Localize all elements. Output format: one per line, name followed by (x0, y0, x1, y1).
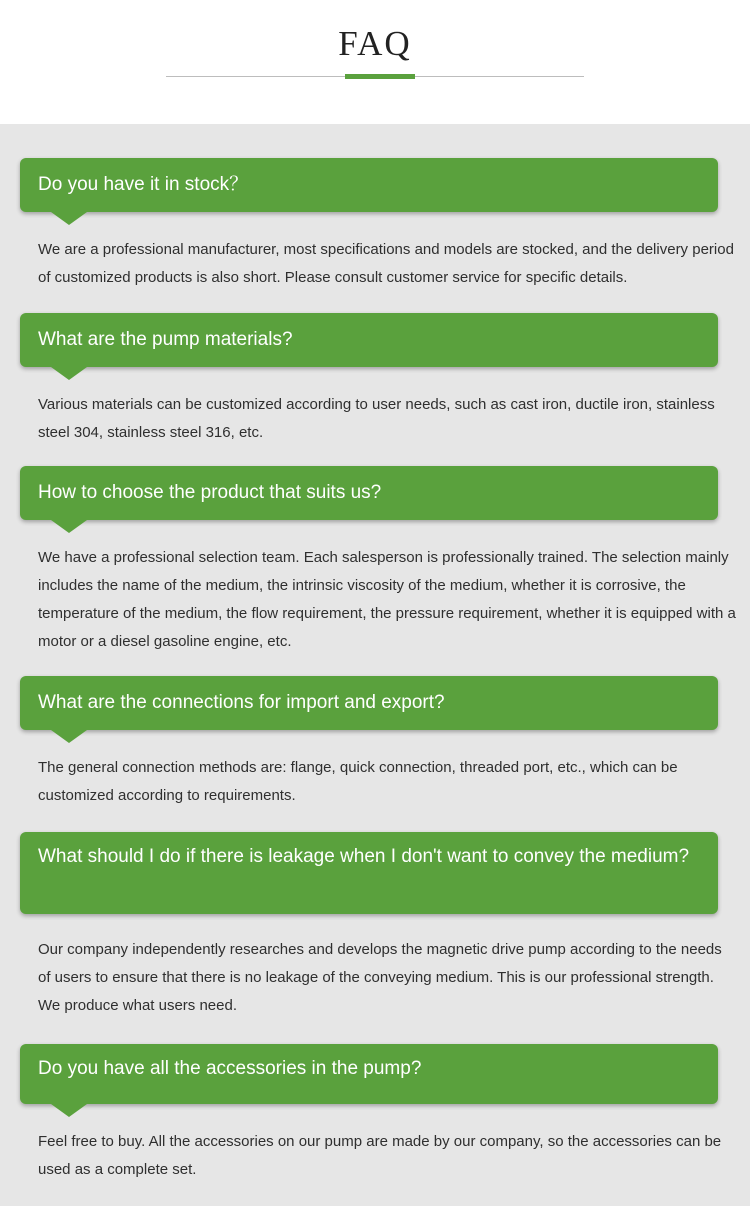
faq-question (20, 1044, 718, 1104)
title-accent-bar (345, 74, 415, 79)
faq-question-text: What are the pump materials? (38, 329, 293, 350)
question-pointer (51, 367, 87, 380)
faq-answer: The general connection methods are: flange, quick connection, threaded port, etc., which can be customized according to requirements. (38, 759, 678, 804)
faq-answer: We have a professional selection team. Each salesperson is professionally trained. The selection mainly includes the name of the medium, the intrinsic viscosity of the medium, whether it is corrosive, the temperature of the medium, the flow requirement, the pressure requirement, whether it is equipped with a motor or a diesel gasoline engine, etc. (38, 549, 736, 650)
faq-question-text: Do you have it in stock？ (38, 174, 249, 195)
question-pointer (51, 730, 87, 743)
faq-answer: Various materials can be customized according to user needs, such as cast iron, ductile iron, stainless steel 304, stainless steel 316, etc. (38, 396, 715, 441)
question-pointer (51, 520, 87, 533)
page-title: FAQ (338, 24, 412, 63)
faq-question (20, 676, 718, 730)
faq-question (20, 313, 718, 367)
question-pointer (51, 212, 87, 225)
faq-question-text: Do you have all the accessories in the pump? (38, 1058, 422, 1079)
faq-question (20, 466, 718, 520)
faq-question-text: How to choose the product that suits us? (38, 482, 382, 503)
faq-question-text: What should I do if there is leakage when I don't want to convey the medium? (38, 846, 690, 867)
faq-question-text: What are the connections for import and export? (38, 692, 445, 713)
faq-question (20, 158, 718, 212)
header (0, 0, 750, 124)
faq-question (20, 832, 718, 914)
faq-answer: Our company independently researches and develops the magnetic drive pump according to the needs of users to ensure that there is no leakage of the conveying medium. This is our professional strength. We produce what users need. (38, 941, 722, 1014)
faq-answer: We are a professional manufacturer, most specifications and models are stocked, and the delivery period of customized products is also short. Please consult customer service for specific details. (38, 241, 734, 286)
question-pointer (51, 1104, 87, 1117)
faq-answer: Feel free to buy. All the accessories on our pump are made by our company, so the accessories can be used as a complete set. (38, 1133, 722, 1178)
